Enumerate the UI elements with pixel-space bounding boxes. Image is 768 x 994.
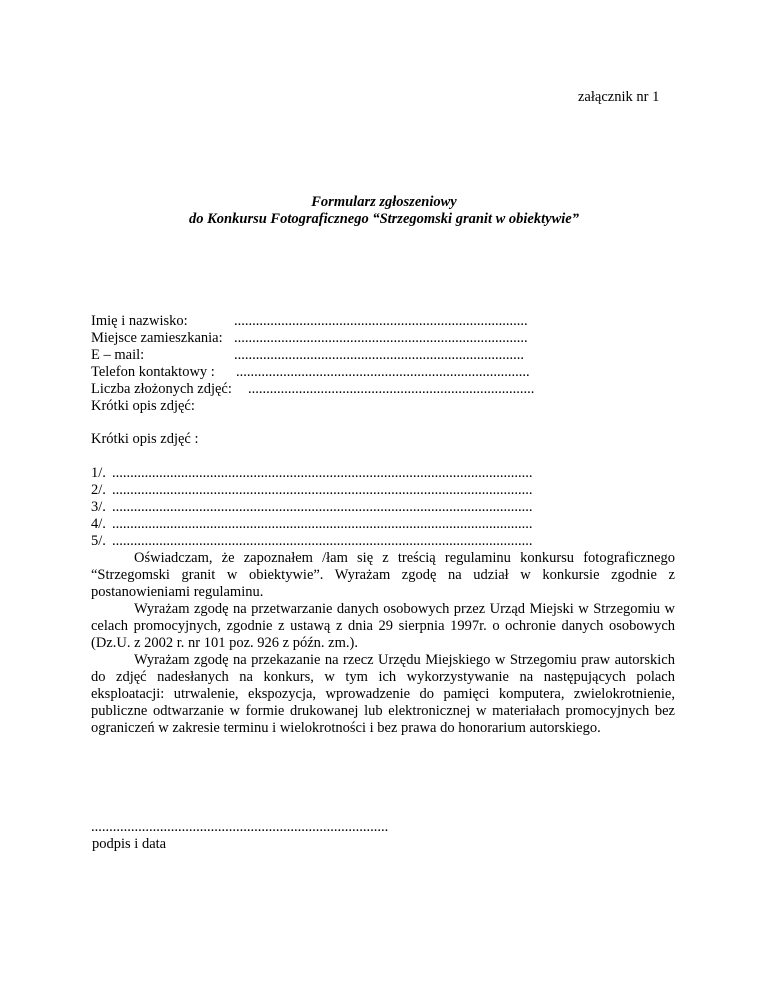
field-fill-line[interactable]: ................................................................................ (234, 347, 524, 363)
list-item-fill-line[interactable]: .................................................................................................................... (112, 516, 533, 532)
list-item-number: 5/. (91, 533, 106, 549)
field-label: Miejsce zamieszkania: (91, 330, 223, 346)
field-label: Telefon kontaktowy : (91, 364, 215, 380)
declaration-paragraph-rules (91, 550, 675, 601)
signature-label: podpis i data (92, 836, 167, 852)
field-fill-line[interactable]: ............................................................................... (248, 381, 535, 397)
list-item-number: 4/. (91, 516, 106, 532)
declaration-paragraph-personal-data (91, 601, 675, 652)
list-item-fill-line[interactable]: .................................................................................................................... (112, 533, 533, 549)
field-label: Imię i nazwisko: (91, 313, 188, 329)
field-fill-line[interactable]: ................................................................................. (236, 364, 530, 380)
form-subtitle: do Konkursu Fotograficznego “Strzegomski granit w obiektywie” (189, 211, 579, 227)
list-item-fill-line[interactable]: .................................................................................................................... (112, 482, 533, 498)
paragraph-text: Oświadczam, że zapoznałem /łam się z treścią regulaminu konkursu fotograficznego “Strzegomski granit w obiektywie”. Wyrażam zgodę na udział w konkursie zgodnie z postanowieniami regulaminu. (91, 550, 675, 600)
field-fill-line[interactable]: ................................................................................. (234, 330, 528, 346)
field-label: Krótki opis zdjęć: (91, 398, 195, 414)
declaration-paragraph-copyright (91, 652, 675, 737)
field-label: E – mail: (91, 347, 145, 363)
signature-line[interactable]: .................................................................................. (91, 819, 389, 835)
list-item-number: 3/. (91, 499, 106, 515)
list-item-number: 2/. (91, 482, 106, 498)
list-item-fill-line[interactable]: .................................................................................................................... (112, 499, 533, 515)
list-item-fill-line[interactable]: .................................................................................................................... (112, 465, 533, 481)
annex-label: załącznik nr 1 (578, 89, 660, 105)
list-item-number: 1/. (91, 465, 106, 481)
field-fill-line[interactable]: ................................................................................. (234, 313, 528, 329)
paragraph-text: Wyrażam zgodę na przetwarzanie danych osobowych przez Urząd Miejski w Strzegomiu w celach promocyjnych, zgodnie z ustawą z dnia 29 sierpnia 1997r. o ochronie danych osobowych (Dz.U. z 2002 r. nr 101 poz. 926 z późn. zm.). (91, 601, 675, 651)
short-description-heading: Krótki opis zdjęć : (91, 431, 199, 447)
form-title: Formularz zgłoszeniowy (311, 194, 457, 210)
field-label: Liczba złożonych zdjęć: (91, 381, 232, 397)
paragraph-text: Wyrażam zgodę na przekazanie na rzecz Urzędu Miejskiego w Strzegomiu praw autorskich do zdjęć nadesłanych na konkurs, w tym ich wykorzystywanie na następujących polach eksploatacji: utrwalenie, ekspozycja, wprowadzenie do pamięci komputera, zwielokrotnienie, publiczne odtwarzanie w formie drukowanej lub elektronicznej w materiałach promocyjnych bez ograniczeń w zakresie terminu i wielokrotności i bez prawa do honorarium autorskiego. (91, 652, 675, 736)
